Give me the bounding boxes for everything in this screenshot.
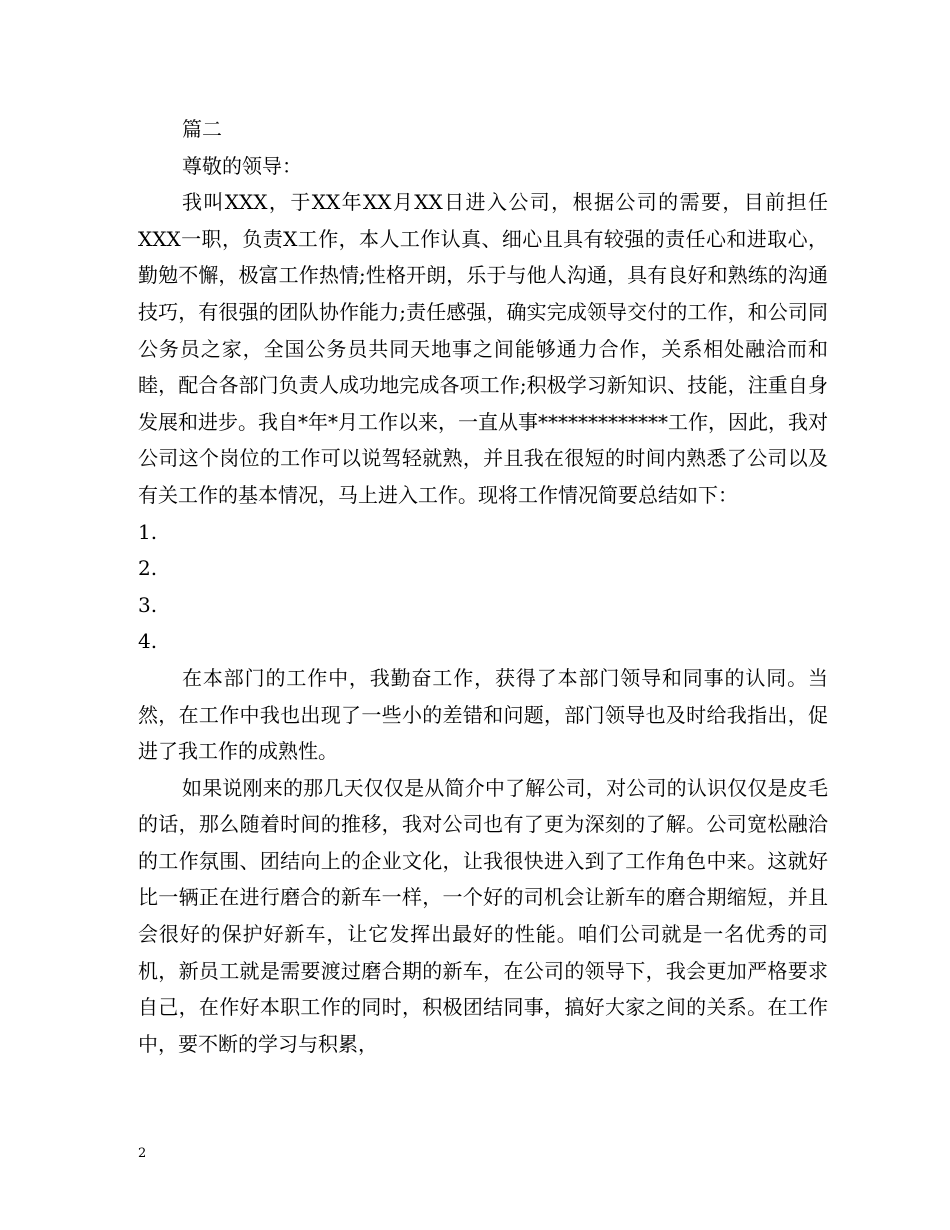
paragraph-department-work: 在本部门的工作中，我勤奋工作，获得了本部门领导和同事的认同。当然，在工作中我也出现了一些小的差错和问题，部门领导也及时给我指出，促进了我工作的成熟性。: [138, 665, 828, 764]
page-number: 2: [138, 1146, 147, 1161]
section-heading: 篇二: [182, 117, 222, 141]
list-item: 1.: [138, 519, 158, 544]
paragraph-intro: 我叫XXX，于XX年XX月XX日进入公司，根据公司的需要，目前担任XXX一职，负责X工作，本人工作认真、细心且具有较强的责任心和进取心，勤勉不懈，极富工作热情;性格开朗，乐于与他人沟通，具有良好和熟练的沟通技巧，有很强的团队协作能力;责任感强，确实完成领导交付的工作，和公司同公务员之家，全国公务员共同天地事之间能够通力合作，关系相处融洽而和睦，配合各部门负责人成功地完成各项工作;积极学习新知识、技能，注重自身发展和进步。我自*年*月工作以来，一直从事*************工作，因此，我对公司这个岗位的工作可以说驾轻就熟，并且我在很短的时间内熟悉了公司以及有关工作的基本情况，马上进入工作。现将工作情况简要总结如下：: [138, 190, 828, 507]
list-item: 2.: [138, 556, 158, 581]
document-body: [138, 111, 828, 1062]
list-item: 4.: [138, 629, 158, 654]
paragraph-company-understanding: 如果说刚来的那几天仅仅是从简介中了解公司，对公司的认识仅仅是皮毛的话，那么随着时间的推移，我对公司也有了更为深刻的了解。公司宽松融洽的工作氛围、团结向上的企业文化，让我很快进入到了工作角色中来。这就好比一辆正在进行磨合的新车一样，一个好的司机会让新车的磨合期缩短，并且会很好的保护好新车，让它发挥出最好的性能。咱们公司就是一名优秀的司机，新员工就是需要渡过磨合期的新车，在公司的领导下，我会更加严格要求自己，在作好本职工作的同时，积极团结同事，搞好大家之间的关系。在工作中，要不断的学习与积累，: [138, 775, 828, 1056]
salutation: 尊敬的领导：: [182, 153, 302, 178]
list-item: 3.: [138, 592, 158, 617]
